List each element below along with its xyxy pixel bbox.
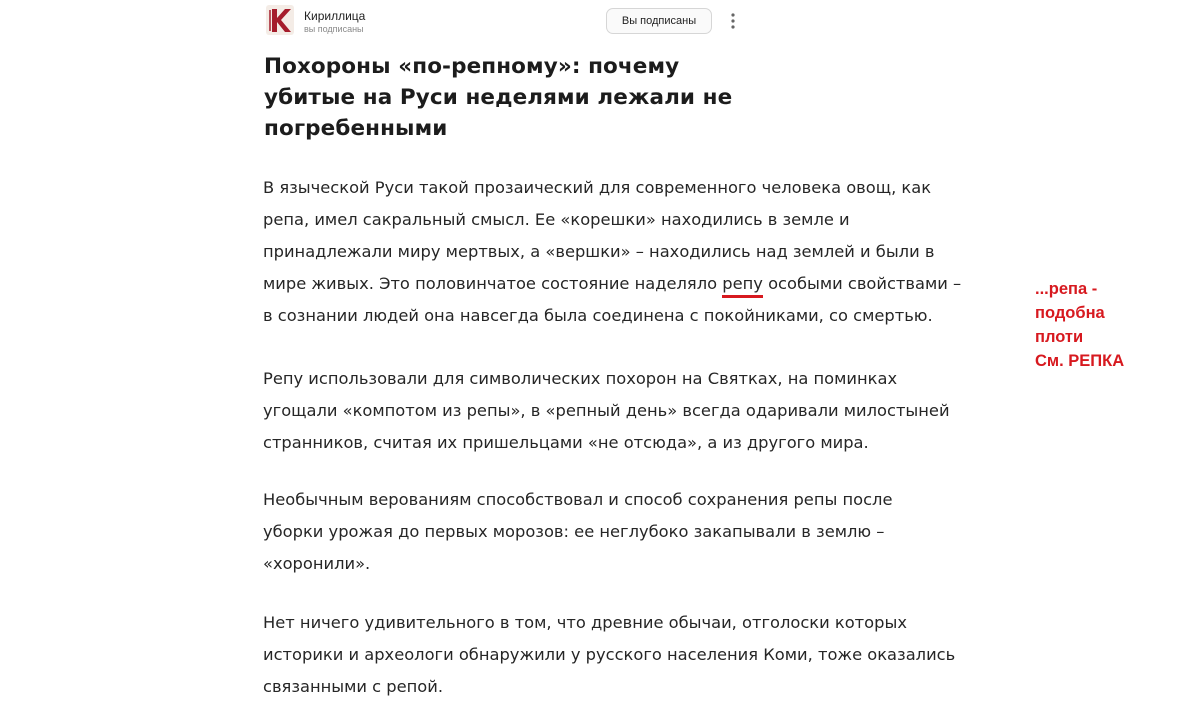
subscribe-button[interactable]: Вы подписаны [606, 8, 712, 34]
article-title: Похороны «по-репному»: почему убитые на Руси неделями лежали не погребенными [264, 54, 733, 141]
paragraph-line: В языческой Руси такой прозаический для современного человека овощ, как [263, 178, 932, 197]
highlighted-word-text: репу [722, 274, 763, 293]
red-underline-mark [722, 295, 763, 298]
paragraph-line: Репу использовали для символических похорон на Святках, на поминках [263, 369, 898, 388]
paragraph-line: странников, считая их пришельцами «не отсюда», а из другого мира. [263, 433, 869, 452]
paragraph-line: «хоронили». [263, 554, 371, 573]
paragraph-line: в сознании людей она навсегда была соединена с покойниками, со смертью. [263, 306, 933, 325]
annotation-line: плоти [1035, 328, 1084, 346]
channel-subscription-status: вы подписаны [304, 24, 364, 34]
paragraph-line: угощали «компотом из репы», в «репный день» всегда одаривали милостыней [263, 401, 950, 420]
highlighted-word [722, 274, 763, 293]
paragraph-line: историки и археологи обнаружили у русского населения Коми, тоже оказались [263, 645, 956, 664]
channel-header [266, 5, 746, 37]
paragraph-line: уборки урожая до первых морозов: ее неглубоко закапывали в землю – [263, 522, 885, 541]
annotation-line: подобна [1035, 304, 1105, 322]
paragraph-line: репа, имел сакральный смысл. Ее «корешки» находились в земле и [263, 210, 850, 229]
red-annotation-note [1035, 277, 1124, 373]
article-paragraph-1 [263, 172, 1023, 332]
article-paragraph-2 [263, 363, 1023, 459]
paragraph-line: связанными с репой. [263, 677, 444, 696]
paragraph-line [263, 268, 1023, 300]
annotation-line: ...репа - [1035, 280, 1098, 298]
paragraph-line: Нет ничего удивительного в том, что древние обычаи, отголоски которых [263, 613, 907, 632]
annotation-line: См. РЕПКА [1035, 352, 1125, 370]
paragraph-line: Необычным верованиям способствовал и способ сохранения репы после [263, 490, 893, 509]
channel-logo-icon[interactable] [266, 5, 294, 35]
line-segment: мире живых. Это половинчатое состояние наделяло [263, 274, 723, 293]
line-segment: особыми свойствами – [762, 274, 962, 293]
paragraph-line: принадлежали миру мертвых, а «вершки» – находились над землей и были в [263, 242, 935, 261]
article-paragraph-4 [263, 607, 1023, 703]
more-options-icon[interactable] [726, 11, 740, 31]
channel-name[interactable]: Кириллица [304, 9, 366, 23]
article-paragraph-3 [263, 484, 1023, 580]
